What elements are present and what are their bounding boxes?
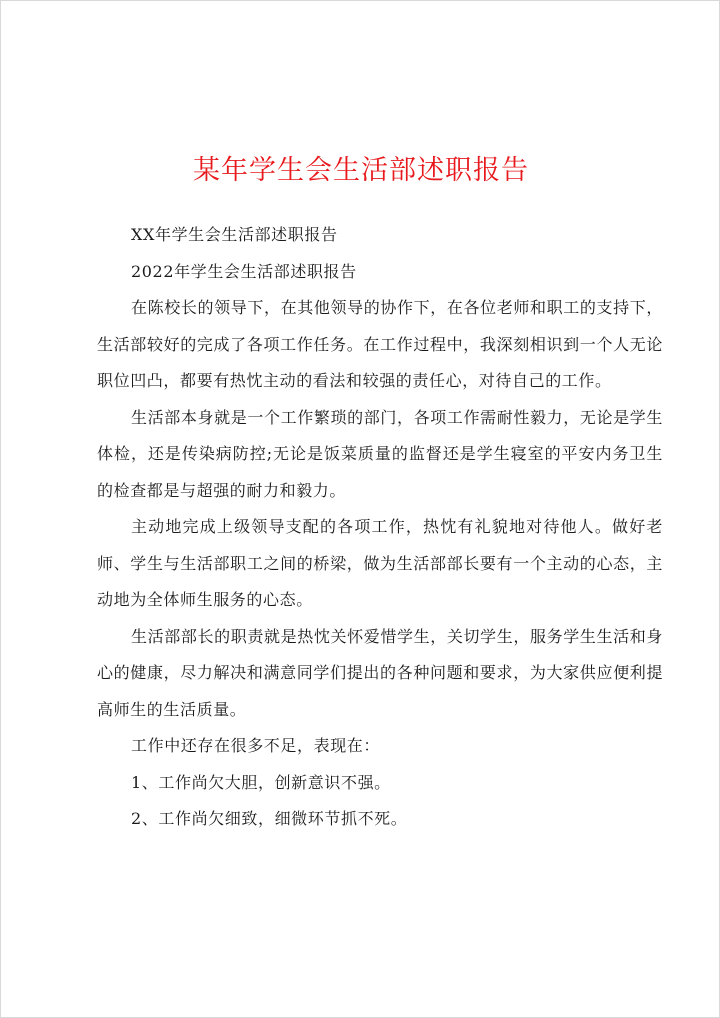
list-item-2: 2、工作尚欠细致，细微环节抓不死。 [131,809,408,828]
paragraph-initiative: 主动地完成上级领导支配的各项工作，热忱有礼貌地对待他人。做好老师、学生与生活部职工之间的桥梁，做为生活部部长要有一个主动的心态，主动地为全体师生服务的心态。 [97,517,663,609]
document-title: 某年学生会生活部述职报告 [193,155,529,186]
paragraph-subtitle-xx: XX年学生会生活部述职报告 [131,225,338,244]
paragraph-subtitle-2022: 2022年学生会生活部述职报告 [131,261,357,281]
paragraph-shortcomings: 工作中还存在很多不足，表现在： [131,736,381,755]
document-body [97,217,663,838]
paragraph-department-work: 生活部本身就是一个工作繁琐的部门，各项工作需耐性毅力，无论是学生体检，还是传染病防控;无论是饭菜质量的监督还是学生寝室的平安内务卫生的检查都是与超强的耐力和毅力。 [97,407,663,500]
paragraph-leadership: 在陈校长的领导下，在其他领导的协作下，在各位老师和职工的支持下，生活部较好的完成了各项工作任务。在工作过程中，我深刻相识到一个人无论职位凹凸，都要有热忱主动的看法和较强的责任心，对待自己的工作。 [97,298,663,390]
list-item-1: 1、工作尚欠大胆，创新意识不强。 [131,772,391,792]
paragraph-responsibility: 生活部部长的职责就是热忱关怀爱惜学生，关切学生，服务学生生活和身心的健康，尽力解决和满意同学们提出的各种问题和要求，为大家供应便利提高师生的生活质量。 [97,626,663,719]
